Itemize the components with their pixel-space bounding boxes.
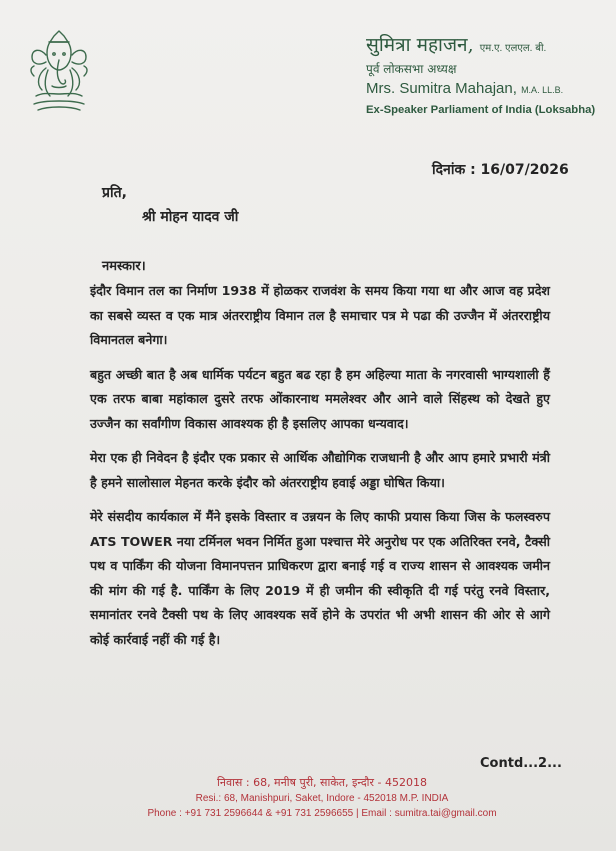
sender-name-english: Mrs. Sumitra Mahajan bbox=[366, 80, 513, 97]
sender-role-hindi: पूर्व लोकसभा अध्यक्ष bbox=[366, 62, 457, 76]
sender-qualifications-hindi: एम.ए. एलएल. बी. bbox=[479, 43, 547, 54]
letterhead: सुमित्रा महाजन, एम.ए. एलएल. बी. पूर्व लोकसभा अध्यक्ष Mrs. Sumitra Mahajan, M.A. LL.B. Ex-Speaker Parliament of India (Loksabha) bbox=[366, 34, 596, 116]
body-paragraph: मेरा एक ही निवेदन है इंदौर एक प्रकार से आर्थिक औद्योगिक राजधानी है और आप हमारे प्रभारी मंत्री है हमने सालोसाल मेहनत करके इंदौर को अंतरराष्ट्रीय हवाई अड्डा घोषित किया। bbox=[90, 450, 550, 490]
body-paragraph: बहुत अच्छी बात है अब धार्मिक पर्यटन बहुत बढ रहा है हम अहिल्या माता के नगरवासी भाग्यशाली हैं एक तरफ बाबा महांकाल दुसरे तरफ ओंकारनाथ ममलेश्वर और आने वाले सिंहस्थ को देखते हुए उज्जैन का सर्वांगीण विकास आवश्यक ही है इसलिए आपका धन्यवाद। bbox=[90, 366, 550, 431]
footer-address-hindi: निवास : 68, मनीष पुरी, साकेत, इन्दौर - 452018 bbox=[217, 776, 427, 789]
body-paragraph: इंदौर विमान तल का निर्माण 1938 में होळकर राजवंश के समय किया गया था और आज वह प्रदेश का सबसे व्यस्त व एक मात्र अंतरराष्ट्रीय विमान तल है समाचार पत्र मे पढा की उज्जैन में अंतरराष्ट्रीय विमानतल बनेगा। bbox=[90, 283, 550, 347]
continued-note: Contd...2... bbox=[480, 756, 562, 771]
to-label: प्रति, bbox=[102, 185, 127, 201]
sender-qualifications-english: M.A. LL.B. bbox=[521, 85, 564, 95]
sender-name-hindi: सुमित्रा महाजन bbox=[366, 34, 468, 56]
greeting: नमस्कार। bbox=[102, 259, 146, 274]
addressee: श्री मोहन यादव जी bbox=[142, 209, 239, 225]
letter-footer bbox=[92, 774, 552, 821]
body-paragraph: मेरे संसदीय कार्यकाल में मैंने इसके विस्तार व उन्नयन के लिए काफी प्रयास किया जिस के फलस्वरुप ATS TOWER नया टर्मिनल भवन निर्मित हुआ पश्चात्त मेरे अनुरोध पर एक अतिरिक्त रनवे, टैक्सी पथ व पार्किंग की योजना विमानपत्तन प्राधिकरण द्वारा बनाई गई व राज्य शासन से आवश्यक जमीन की मांग की गई है. पार्किंग के लिए 2019 में ही जमीन की स्वीकृति दी गई परंतु रनवे विस्तार, समानांतर रनवे टैक्सी पथ के लिए आवश्यक सर्वे होने के उपरांत भी अभी शासन की ओर से आगे कोई कार्रवाई नहीं की गई है। bbox=[90, 509, 550, 647]
footer-contact: Phone : +91 731 2596644 & +91 731 2596655 | Email : sumitra.tai@gmail.com bbox=[147, 808, 497, 819]
letter-date: दिनांक : 16/07/2026 bbox=[432, 162, 569, 178]
ganesha-emblem-icon bbox=[24, 30, 94, 114]
sender-title-english: Ex-Speaker Parliament of India (Loksabha) bbox=[366, 104, 596, 116]
letter-body bbox=[90, 279, 550, 662]
footer-address-english: Resi.: 68, Manishpuri, Saket, Indore - 452018 M.P. INDIA bbox=[195, 793, 449, 804]
